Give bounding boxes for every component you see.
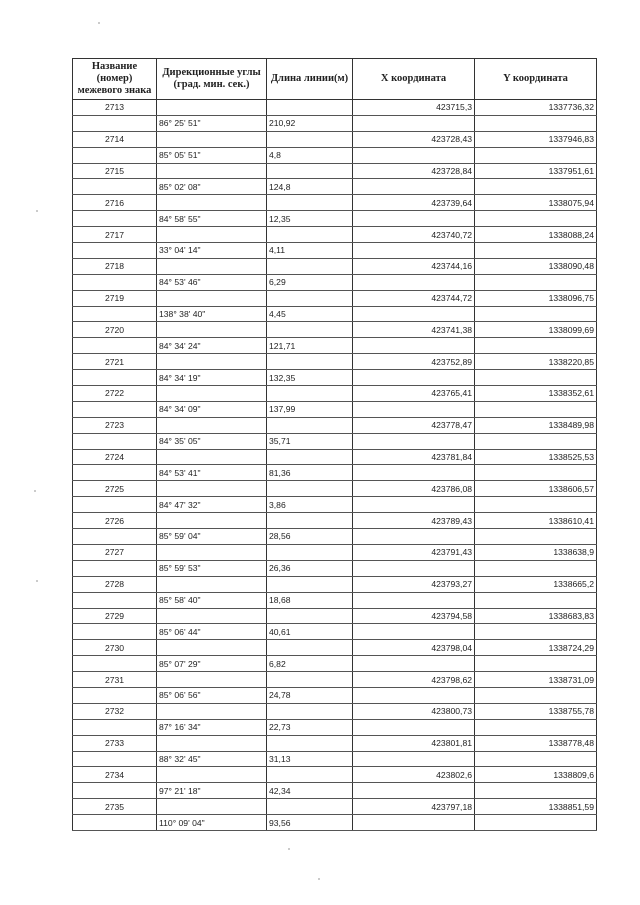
empty-cell [475, 179, 597, 195]
empty-cell [475, 751, 597, 767]
empty-cell [353, 147, 475, 163]
table-row-segment [73, 243, 597, 259]
direction-angle: 33° 04' 14" [157, 243, 267, 259]
table-row-segment [73, 560, 597, 576]
table-row-point [73, 227, 597, 243]
empty-cell [475, 433, 597, 449]
header-line-length: Длина линии(м) [267, 59, 353, 100]
empty-cell [267, 227, 353, 243]
empty-cell [353, 751, 475, 767]
x-coordinate: 423793,27 [353, 576, 475, 592]
table-row-segment [73, 497, 597, 513]
x-coordinate: 423801,81 [353, 735, 475, 751]
empty-cell [353, 719, 475, 735]
empty-cell [267, 481, 353, 497]
empty-cell [353, 592, 475, 608]
table-row-segment [73, 592, 597, 608]
empty-cell [157, 799, 267, 815]
point-name: 2724 [73, 449, 157, 465]
empty-cell [475, 211, 597, 227]
y-coordinate: 1338683,83 [475, 608, 597, 624]
line-length: 28,56 [267, 529, 353, 545]
empty-cell [353, 433, 475, 449]
point-name: 2731 [73, 672, 157, 688]
table-row-segment [73, 306, 597, 322]
x-coordinate: 423802,6 [353, 767, 475, 783]
x-coordinate: 423728,84 [353, 163, 475, 179]
empty-cell [157, 735, 267, 751]
table-row-segment [73, 529, 597, 545]
scan-speck [34, 490, 36, 492]
table-row-segment [73, 401, 597, 417]
point-name: 2716 [73, 195, 157, 211]
empty-cell [157, 227, 267, 243]
x-coordinate: 423786,08 [353, 481, 475, 497]
y-coordinate: 1338075,94 [475, 195, 597, 211]
table-header-row [73, 59, 597, 100]
empty-cell [157, 767, 267, 783]
point-name: 2720 [73, 322, 157, 338]
empty-cell [353, 465, 475, 481]
line-length: 124,8 [267, 179, 353, 195]
table-row-segment [73, 115, 597, 131]
y-coordinate: 1337946,83 [475, 131, 597, 147]
empty-cell [267, 290, 353, 306]
y-coordinate: 1338220,85 [475, 354, 597, 370]
table-row-segment [73, 179, 597, 195]
direction-angle: 84° 34' 19" [157, 370, 267, 386]
x-coordinate: 423789,43 [353, 513, 475, 529]
table-row-segment [73, 370, 597, 386]
direction-angle: 84° 34' 24" [157, 338, 267, 354]
table-row-point [73, 258, 597, 274]
header-x-coordinate: X координата [353, 59, 475, 100]
line-length: 93,56 [267, 815, 353, 831]
table-row-segment [73, 815, 597, 831]
empty-cell [267, 417, 353, 433]
empty-cell [73, 338, 157, 354]
x-coordinate: 423765,41 [353, 386, 475, 402]
empty-cell [157, 386, 267, 402]
line-length: 24,78 [267, 687, 353, 703]
point-name: 2726 [73, 513, 157, 529]
table-row-point [73, 608, 597, 624]
table-body [73, 100, 597, 831]
table-row-point [73, 322, 597, 338]
empty-cell [267, 163, 353, 179]
empty-cell [267, 735, 353, 751]
x-coordinate: 423739,64 [353, 195, 475, 211]
empty-cell [73, 656, 157, 672]
empty-cell [353, 179, 475, 195]
empty-cell [267, 258, 353, 274]
direction-angle: 110° 09' 04" [157, 815, 267, 831]
direction-angle: 84° 53' 46" [157, 274, 267, 290]
x-coordinate: 423744,72 [353, 290, 475, 306]
point-name: 2715 [73, 163, 157, 179]
table-row-segment [73, 147, 597, 163]
empty-cell [475, 401, 597, 417]
y-coordinate: 1338606,57 [475, 481, 597, 497]
table-row-point [73, 417, 597, 433]
empty-cell [475, 719, 597, 735]
point-name: 2718 [73, 258, 157, 274]
empty-cell [73, 560, 157, 576]
empty-cell [353, 338, 475, 354]
line-length: 4,8 [267, 147, 353, 163]
x-coordinate: 423794,58 [353, 608, 475, 624]
empty-cell [475, 656, 597, 672]
empty-cell [157, 703, 267, 719]
line-length: 22,73 [267, 719, 353, 735]
line-length: 40,61 [267, 624, 353, 640]
empty-cell [73, 465, 157, 481]
empty-cell [157, 290, 267, 306]
y-coordinate: 1338096,75 [475, 290, 597, 306]
empty-cell [475, 465, 597, 481]
line-length: 210,92 [267, 115, 353, 131]
empty-cell [353, 656, 475, 672]
empty-cell [157, 163, 267, 179]
empty-cell [475, 274, 597, 290]
empty-cell [73, 751, 157, 767]
line-length: 31,13 [267, 751, 353, 767]
empty-cell [353, 370, 475, 386]
y-coordinate: 1338755,78 [475, 703, 597, 719]
empty-cell [353, 115, 475, 131]
empty-cell [157, 417, 267, 433]
empty-cell [157, 131, 267, 147]
y-coordinate: 1338778,48 [475, 735, 597, 751]
table-row-point [73, 386, 597, 402]
empty-cell [353, 529, 475, 545]
empty-cell [353, 243, 475, 259]
point-name: 2727 [73, 544, 157, 560]
point-name: 2728 [73, 576, 157, 592]
empty-cell [73, 179, 157, 195]
empty-cell [475, 115, 597, 131]
direction-angle: 84° 34' 09" [157, 401, 267, 417]
direction-angle: 86° 25' 51" [157, 115, 267, 131]
scan-speck [288, 848, 290, 850]
y-coordinate: 1338731,09 [475, 672, 597, 688]
point-name: 2729 [73, 608, 157, 624]
y-coordinate: 1338610,41 [475, 513, 597, 529]
empty-cell [73, 306, 157, 322]
table-row-segment [73, 274, 597, 290]
empty-cell [475, 783, 597, 799]
table-row-point [73, 195, 597, 211]
y-coordinate: 1338851,59 [475, 799, 597, 815]
scan-speck [98, 22, 100, 24]
empty-cell [353, 306, 475, 322]
empty-cell [475, 687, 597, 703]
line-length: 121,71 [267, 338, 353, 354]
table-row-segment [73, 624, 597, 640]
empty-cell [73, 115, 157, 131]
y-coordinate: 1338088,24 [475, 227, 597, 243]
point-name: 2719 [73, 290, 157, 306]
empty-cell [73, 624, 157, 640]
point-name: 2713 [73, 100, 157, 116]
empty-cell [353, 687, 475, 703]
empty-cell [157, 322, 267, 338]
table-row-segment [73, 656, 597, 672]
empty-cell [267, 322, 353, 338]
empty-cell [73, 243, 157, 259]
point-name: 2725 [73, 481, 157, 497]
y-coordinate: 1338809,6 [475, 767, 597, 783]
scan-speck [36, 580, 38, 582]
point-name: 2722 [73, 386, 157, 402]
table-row-segment [73, 338, 597, 354]
line-length: 132,35 [267, 370, 353, 386]
y-coordinate: 1338352,61 [475, 386, 597, 402]
empty-cell [157, 195, 267, 211]
x-coordinate: 423798,04 [353, 640, 475, 656]
table-row-segment [73, 211, 597, 227]
y-coordinate: 1338525,53 [475, 449, 597, 465]
empty-cell [353, 624, 475, 640]
point-name: 2735 [73, 799, 157, 815]
table-row-point [73, 163, 597, 179]
empty-cell [475, 497, 597, 513]
empty-cell [475, 147, 597, 163]
empty-cell [73, 401, 157, 417]
header-direction-angle: Дирекционные углы (град. мин. сек.) [157, 59, 267, 100]
line-length: 42,34 [267, 783, 353, 799]
direction-angle: 84° 35' 05" [157, 433, 267, 449]
empty-cell [73, 497, 157, 513]
y-coordinate: 1338489,98 [475, 417, 597, 433]
table-row-point [73, 767, 597, 783]
empty-cell [73, 529, 157, 545]
table-row-point [73, 576, 597, 592]
y-coordinate: 1338638,9 [475, 544, 597, 560]
table-row-segment [73, 719, 597, 735]
x-coordinate: 423797,18 [353, 799, 475, 815]
table-row-point [73, 735, 597, 751]
direction-angle: 87° 16' 34" [157, 719, 267, 735]
empty-cell [157, 100, 267, 116]
table-row-point [73, 703, 597, 719]
table-row-point [73, 354, 597, 370]
table-row-segment [73, 465, 597, 481]
table-row-segment [73, 751, 597, 767]
point-name: 2732 [73, 703, 157, 719]
y-coordinate: 1338665,2 [475, 576, 597, 592]
direction-angle: 138° 38' 40" [157, 306, 267, 322]
y-coordinate: 1338099,69 [475, 322, 597, 338]
point-name: 2730 [73, 640, 157, 656]
empty-cell [267, 576, 353, 592]
x-coordinate: 423715,3 [353, 100, 475, 116]
table-row-point [73, 449, 597, 465]
empty-cell [267, 608, 353, 624]
line-length: 81,36 [267, 465, 353, 481]
empty-cell [267, 100, 353, 116]
y-coordinate: 1337736,32 [475, 100, 597, 116]
table-row-point [73, 544, 597, 560]
empty-cell [475, 370, 597, 386]
x-coordinate: 423791,43 [353, 544, 475, 560]
line-length: 137,99 [267, 401, 353, 417]
empty-cell [353, 815, 475, 831]
y-coordinate: 1337951,61 [475, 163, 597, 179]
table-row-point [73, 100, 597, 116]
empty-cell [353, 783, 475, 799]
empty-cell [267, 354, 353, 370]
y-coordinate: 1338724,29 [475, 640, 597, 656]
boundary-coordinates-table [72, 58, 597, 831]
table-row-point [73, 799, 597, 815]
direction-angle: 85° 06' 56" [157, 687, 267, 703]
table-row-point [73, 131, 597, 147]
line-length: 4,11 [267, 243, 353, 259]
empty-cell [157, 576, 267, 592]
line-length: 18,68 [267, 592, 353, 608]
direction-angle: 97° 21' 18" [157, 783, 267, 799]
direction-angle: 85° 58' 40" [157, 592, 267, 608]
direction-angle: 85° 06' 44" [157, 624, 267, 640]
table-row-segment [73, 433, 597, 449]
table-row-point [73, 640, 597, 656]
empty-cell [73, 211, 157, 227]
line-length: 26,36 [267, 560, 353, 576]
x-coordinate: 423752,89 [353, 354, 475, 370]
point-name: 2723 [73, 417, 157, 433]
empty-cell [475, 529, 597, 545]
empty-cell [267, 195, 353, 211]
scan-speck [36, 210, 38, 212]
empty-cell [157, 672, 267, 688]
table-row-point [73, 513, 597, 529]
empty-cell [73, 147, 157, 163]
table-row-point [73, 672, 597, 688]
direction-angle: 85° 05' 51" [157, 147, 267, 163]
empty-cell [475, 306, 597, 322]
empty-cell [157, 608, 267, 624]
empty-cell [475, 592, 597, 608]
x-coordinate: 423800,73 [353, 703, 475, 719]
empty-cell [157, 354, 267, 370]
table-row-segment [73, 783, 597, 799]
empty-cell [475, 243, 597, 259]
empty-cell [73, 592, 157, 608]
line-length: 6,82 [267, 656, 353, 672]
y-coordinate: 1338090,48 [475, 258, 597, 274]
empty-cell [267, 640, 353, 656]
table-row-point [73, 481, 597, 497]
empty-cell [353, 560, 475, 576]
empty-cell [267, 449, 353, 465]
empty-cell [157, 544, 267, 560]
empty-cell [475, 338, 597, 354]
point-name: 2721 [73, 354, 157, 370]
empty-cell [267, 799, 353, 815]
empty-cell [73, 370, 157, 386]
direction-angle: 84° 47' 32" [157, 497, 267, 513]
x-coordinate: 423744,16 [353, 258, 475, 274]
empty-cell [267, 386, 353, 402]
empty-cell [73, 687, 157, 703]
x-coordinate: 423778,47 [353, 417, 475, 433]
empty-cell [73, 719, 157, 735]
direction-angle: 88° 32' 45" [157, 751, 267, 767]
x-coordinate: 423741,38 [353, 322, 475, 338]
empty-cell [353, 211, 475, 227]
table-row-segment [73, 687, 597, 703]
header-point-name: Название (номер) межевого знака [73, 59, 157, 100]
line-length: 3,86 [267, 497, 353, 513]
x-coordinate: 423740,72 [353, 227, 475, 243]
line-length: 6,29 [267, 274, 353, 290]
point-name: 2717 [73, 227, 157, 243]
x-coordinate: 423798,62 [353, 672, 475, 688]
empty-cell [157, 640, 267, 656]
empty-cell [267, 767, 353, 783]
point-name: 2733 [73, 735, 157, 751]
direction-angle: 85° 59' 53" [157, 560, 267, 576]
x-coordinate: 423728,43 [353, 131, 475, 147]
direction-angle: 85° 07' 29" [157, 656, 267, 672]
empty-cell [475, 624, 597, 640]
empty-cell [267, 131, 353, 147]
direction-angle: 84° 53' 41" [157, 465, 267, 481]
point-name: 2714 [73, 131, 157, 147]
empty-cell [353, 497, 475, 513]
line-length: 12,35 [267, 211, 353, 227]
empty-cell [157, 449, 267, 465]
empty-cell [475, 560, 597, 576]
line-length: 35,71 [267, 433, 353, 449]
empty-cell [73, 274, 157, 290]
empty-cell [157, 258, 267, 274]
header-y-coordinate: Y координата [475, 59, 597, 100]
empty-cell [157, 513, 267, 529]
line-length: 4,45 [267, 306, 353, 322]
x-coordinate: 423781,84 [353, 449, 475, 465]
empty-cell [73, 783, 157, 799]
scan-speck [318, 878, 320, 880]
empty-cell [267, 703, 353, 719]
empty-cell [353, 401, 475, 417]
empty-cell [267, 513, 353, 529]
table-row-point [73, 290, 597, 306]
empty-cell [353, 274, 475, 290]
empty-cell [475, 815, 597, 831]
direction-angle: 85° 02' 08" [157, 179, 267, 195]
direction-angle: 85° 59' 04" [157, 529, 267, 545]
empty-cell [73, 433, 157, 449]
empty-cell [73, 815, 157, 831]
direction-angle: 84° 58' 55" [157, 211, 267, 227]
empty-cell [157, 481, 267, 497]
empty-cell [267, 672, 353, 688]
empty-cell [267, 544, 353, 560]
point-name: 2734 [73, 767, 157, 783]
